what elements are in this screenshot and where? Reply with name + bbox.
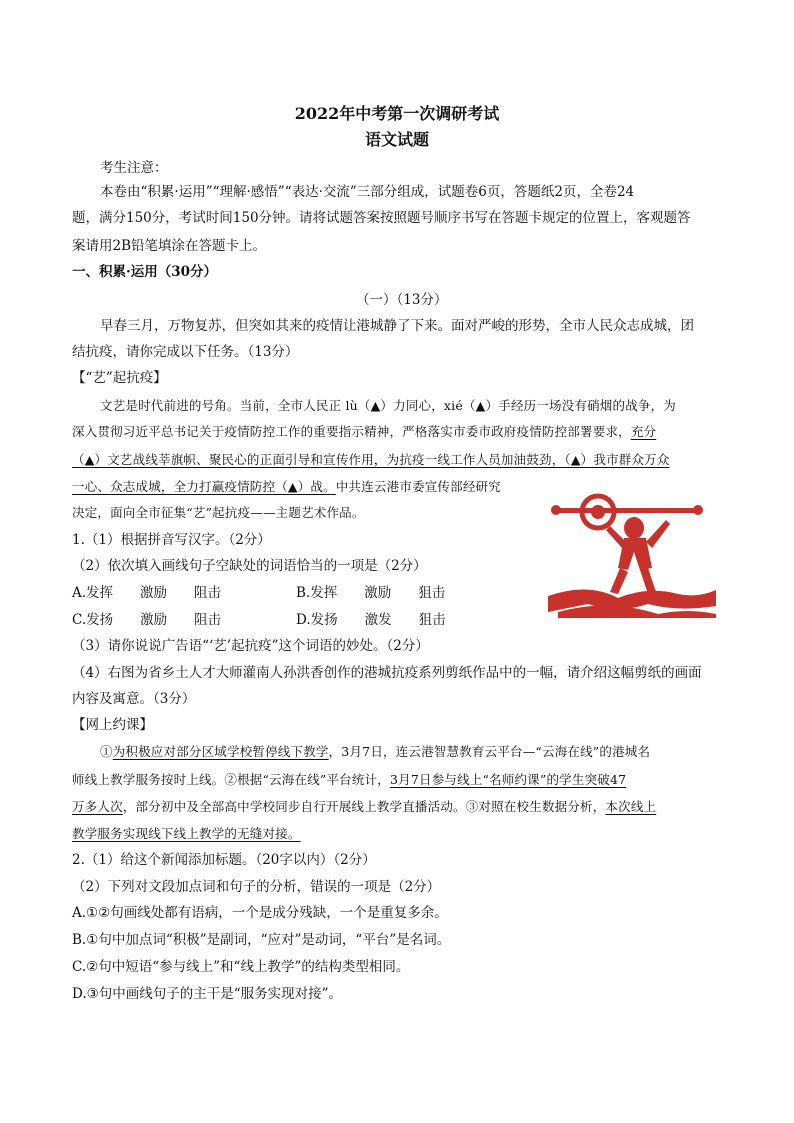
notice-line: 案请用2B铅笔填涂在答题卡上。 [72, 238, 267, 254]
passage-line [72, 477, 501, 497]
underlined-text: 充分 [630, 424, 657, 439]
passage-line [72, 797, 656, 817]
passage-line [72, 770, 626, 790]
passage-line [72, 422, 656, 442]
option-a: A.①②句画线处都有语病，一个是成分残缺，一个是重复多余。 [72, 905, 448, 921]
topic-label: 【网上约课】 [72, 717, 153, 733]
paper-cut-image [548, 486, 716, 622]
passage-line: 决定，面向全市征集“艺”起抗疫——主题艺术作品。 [72, 505, 365, 520]
intro-line: 早春三月，万物复苏，但突如其来的疫情让港城静了下来。面对严峻的形势，全市人民众志成城，团 [100, 318, 694, 334]
option-d: D.发扬 激发 狙击 [296, 612, 446, 628]
question: 1.（1）根据拼音写汉字。（2分） [72, 532, 271, 548]
passage-text: ，3月7日，连云港智慧教育云平台—“云海在线”的港城名 [328, 744, 651, 759]
question: （2）依次填入画线句子空缺处的词语恰当的一项是（2分） [72, 558, 427, 574]
option-c: C.发扬 激励 阻击 [72, 612, 222, 628]
passage-text: ① [100, 744, 113, 759]
exam-subtitle: 语文试题 [364, 130, 429, 149]
option-d: D.③句中画线句子的主干是“服务实现对接”。 [72, 986, 343, 1002]
passage-line [100, 742, 650, 762]
underlined-text: 万多人次 [72, 799, 123, 814]
section-heading: 一、积累·运用（30分） [72, 264, 217, 280]
passage-line-underlined: 教学服务实现线下线上教学的无缝对接。 [72, 826, 301, 841]
underlined-text: 为积极应对部分区域学校暂停线下教学 [112, 744, 329, 759]
topic-label: 【“艺”起抗疫】 [72, 370, 167, 386]
underlined-text: 一心、众志成城，全力打赢疫情防控（▲）战。 [72, 479, 336, 494]
option-b: B.发挥 激励 狙击 [296, 585, 446, 601]
passage-text: 师线上教学服务按时上线。②根据“云海在线”平台统计， [72, 772, 390, 787]
question: 内容及寓意。（3分） [72, 691, 196, 707]
notice-line: 题，满分150分，考试时间150分钟。请将试题答案按照题号顺序书写在答题卡规定的位置上，客观题答 [72, 210, 691, 226]
intro-line: 结抗疫，请你完成以下任务。（13分） [72, 344, 299, 360]
notice-label: 考生注意： [100, 160, 168, 176]
passage-text: 中共连云港市委宣传部经研究 [335, 479, 501, 494]
underlined-text: 3月7日参与线上“名师约课”的学生突破47 [389, 772, 627, 787]
passage-text: 深入贯彻习近平总书记关于疫情防控工作的重要指示精神，严格落实市委市政府疫情防控部署要求， [72, 424, 631, 439]
option-b: B.①句中加点词“积极”是副词，“应对”是动词，“平台”是名词。 [72, 932, 451, 948]
question: 2.（1）给这个新闻添加标题。（20字以内）（2分） [72, 852, 376, 868]
question: （2）下列对文段加点词和句子的分析，错误的一项是（2分） [72, 879, 441, 895]
underlined-text: 本次线上 [605, 799, 657, 814]
passage-text: ，部分初中及全部高中学校同步自行开展线上教学直播活动。③对照在校生数据分析， [122, 799, 606, 814]
exam-title: 2022年中考第一次调研考试 [294, 104, 500, 123]
question: （3）请你说说广告语“‘艺’起抗疫”这个词语的妙处。（2分） [72, 638, 429, 654]
passage-line-underlined: （▲）文艺战线莘旗帜、聚民心的正面引导和宣传作用，为抗疫一线工作人员加油鼓劲，（▲）我市群众万众 [72, 452, 670, 467]
passage-line: 文艺是时代前进的号角。当前，全市人民正 lù（▲）力同心，xié（▲）手经历一场没有硝烟的战争，为 [100, 398, 676, 413]
option-c: C.②句中短语“参与线上”和“线上教学”的结构类型相同。 [72, 959, 410, 975]
notice-line: 本卷由“积累·运用”“理解·感悟”“表达·交流”三部分组成，试题卷6页，答题纸2页，全卷24 [100, 184, 635, 200]
option-a: A.发挥 激励 阻击 [72, 585, 222, 601]
part-heading: （一）（13分） [356, 292, 448, 308]
question: （4）右图为省乡土人才大师灌南人孙洪香创作的港城抗疫系列剪纸作品中的一幅，请介绍这幅剪纸的画面 [72, 665, 702, 681]
